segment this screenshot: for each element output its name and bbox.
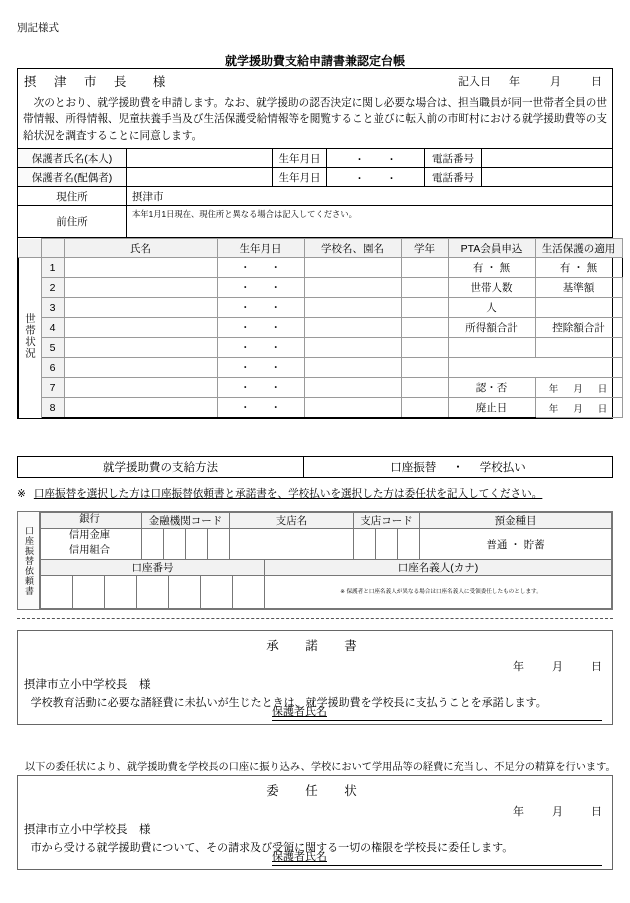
document-title: 就学援助費支給申請書兼認定台帳 (224, 54, 405, 68)
account-holder-note: ※ 保護者と口座名義人が異なる場合は口座名義人に受領委任したものとします。 (265, 576, 612, 609)
branch-name-input[interactable] (230, 529, 354, 560)
row-grade-7[interactable] (401, 378, 448, 398)
account-number-digit-3[interactable] (105, 576, 137, 609)
note-text: 口座振替を選択した方は口座振替依頼書と承諾書を、学校払いを選択した方は委任状を記入してください。 (33, 488, 543, 500)
deposit-type-header: 預金種目 (420, 513, 612, 529)
household-vertical-label-text: 世帯状況 (24, 313, 36, 360)
column-header-pta: PTA会員申込 (448, 239, 535, 258)
row-dob-1[interactable]: ・・ (217, 258, 304, 278)
account-table (40, 559, 612, 609)
row-dob-7[interactable]: ・・ (217, 378, 304, 398)
payment-method-note (17, 486, 617, 501)
bank-transfer-request-block (17, 511, 613, 610)
consent-statement-text: 次のとおり、就学援助費を申請します。なお、就学援助の認否決定に関し必要な場合は、担当職員が同一世帯者全員の世帯情報、所得情報、児童扶養手当及び生活保護受給情報等を閲覧すること並びに転入前の市町村における就学援助費等の支給状況を調査することに同意します。 (23, 97, 607, 142)
table-row (19, 398, 623, 418)
proxy-body: 市から受ける就学援助費について、その請求及び受領に関する一切の権限を学校長に委任します。 (30, 842, 514, 854)
row-grade-2[interactable] (401, 278, 448, 298)
bank-code-header: 金融機関コード (142, 513, 230, 529)
proxy-signature-line[interactable] (272, 848, 602, 866)
row-school-6[interactable] (304, 358, 401, 378)
guardian-primary-name-input[interactable] (127, 149, 273, 167)
row-dob-8[interactable]: ・・ (217, 398, 304, 418)
proxy-addressee: 摂津市立小中学校長 様 (24, 824, 151, 836)
standard-amount-label: 基準額 (535, 278, 622, 298)
acknowledgement-date-day: 日 (591, 661, 602, 673)
row-name-7[interactable] (64, 378, 217, 398)
acknowledgement-addressee: 摂津市立小中学校長 様 (24, 679, 151, 691)
table-row (19, 378, 623, 398)
guardian-primary-dob-label: 生年月日 (273, 149, 327, 167)
row-index-8: 8 (41, 398, 64, 418)
note-mark: ※ (17, 488, 26, 500)
row-dob-3[interactable]: ・・ (217, 298, 304, 318)
account-holder-header: 口座名義人(カナ) (265, 560, 612, 576)
proxy-date-day: 日 (591, 806, 602, 818)
cut-line-divider (17, 618, 613, 619)
deposit-type-options[interactable]: 普通 ・ 貯蓄 (420, 529, 612, 560)
row-index-2: 2 (41, 278, 64, 298)
bank-transfer-vertical-label (18, 512, 40, 609)
account-number-digit-2[interactable] (73, 576, 105, 609)
row-school-2[interactable] (304, 278, 401, 298)
column-header-dob: 生年月日 (217, 239, 304, 258)
row-index-1: 1 (41, 258, 64, 278)
bank-header-row (41, 513, 612, 529)
household-vertical-header-spacer (19, 239, 42, 258)
account-number-header: 口座番号 (41, 560, 265, 576)
acknowledgement-date-year: 年 (513, 661, 524, 673)
row-grade-8[interactable] (401, 398, 448, 418)
institution-type-bank[interactable]: 銀行 (41, 513, 142, 529)
acknowledgement-date-month: 月 (552, 661, 563, 673)
column-header-name: 氏名 (64, 239, 217, 258)
row-index-5: 5 (41, 338, 64, 358)
previous-address-note[interactable]: 本年1月1日現在、現住所と異なる場合は記入してください。 (132, 209, 357, 220)
guardian-row-spouse (18, 168, 612, 187)
entry-date-day[interactable]: 日 (591, 75, 602, 88)
row-dob-4[interactable]: ・・ (217, 318, 304, 338)
proxy-title: 委 任 状 (266, 784, 364, 798)
branch-code-header: 支店コード (354, 513, 420, 529)
branch-code-digit-1[interactable] (354, 529, 376, 560)
entry-date-year[interactable]: 年 (509, 75, 520, 88)
account-number-digit-6[interactable] (201, 576, 233, 609)
row-school-4[interactable] (304, 318, 401, 338)
previous-address-row (18, 206, 612, 238)
entry-date-month[interactable]: 月 (550, 75, 561, 88)
current-address-row (18, 187, 612, 206)
bank-code-digit-3[interactable] (186, 529, 208, 560)
row-pta-1[interactable]: 有 ・ 無 (448, 258, 535, 278)
proxy-date-year: 年 (513, 806, 524, 818)
table-row (19, 338, 623, 358)
row-index-6: 6 (41, 358, 64, 378)
row-grade-4[interactable] (401, 318, 448, 338)
proxy-date[interactable] (18, 803, 612, 819)
account-header-row (41, 560, 612, 576)
account-number-digit-5[interactable] (169, 576, 201, 609)
approval-date-day: 日 (597, 383, 609, 395)
addressee-label: 摂 津 市 長 様 (24, 74, 173, 89)
row-grade-1[interactable] (401, 258, 448, 278)
acknowledgement-box (17, 630, 613, 725)
proxy-date-month: 月 (552, 806, 563, 818)
guardian-spouse-name-input[interactable] (127, 168, 273, 186)
branch-code-digit-2[interactable] (376, 529, 398, 560)
guardian-spouse-dob-input[interactable]: ・・ (327, 168, 425, 186)
guardian-spouse-dob-label: 生年月日 (273, 168, 327, 186)
current-address-input[interactable]: 摂津市 (132, 190, 164, 203)
guardian-primary-dob-input[interactable]: ・・ (327, 149, 425, 167)
row-welfare-1[interactable]: 有 ・ 無 (535, 258, 622, 278)
guardian-row-primary (18, 149, 612, 168)
column-header-school: 学校名、園名 (304, 239, 401, 258)
row-grade-3[interactable] (401, 298, 448, 318)
row-name-5[interactable] (64, 338, 217, 358)
payment-option-bank-transfer[interactable]: 口座振替 (390, 462, 437, 474)
row-name-3[interactable] (64, 298, 217, 318)
row-grade-5[interactable] (401, 338, 448, 358)
office-use-blank[interactable] (448, 358, 622, 378)
household-size-value[interactable]: 人 (448, 298, 535, 318)
guardian-primary-tel-input[interactable] (482, 149, 612, 167)
bank-transfer-vertical-label-text: 口座振替依頼書 (24, 525, 34, 596)
row-school-5[interactable] (304, 338, 401, 358)
proxy-signature-label: 保護者氏名 (272, 851, 327, 863)
row-school-8[interactable] (304, 398, 401, 418)
row-name-8[interactable] (64, 398, 217, 418)
guardian-spouse-label: 保護者名(配偶者) (18, 168, 127, 186)
form-type-label: 別記様式 (17, 22, 59, 34)
application-block (17, 68, 616, 419)
table-row (19, 258, 623, 278)
table-row (19, 298, 623, 318)
addressee-row (18, 69, 612, 92)
termination-label[interactable]: 廃止日 (448, 398, 535, 418)
account-number-digit-4[interactable] (137, 576, 169, 609)
termination-date-month: 月 (573, 403, 584, 415)
bank-code-digit-1[interactable] (142, 529, 164, 560)
acknowledgement-date[interactable] (18, 658, 612, 674)
household-index-header (41, 239, 64, 258)
institution-type-shinkin[interactable]: 信用金庫 (41, 529, 142, 545)
income-total-value[interactable] (448, 338, 535, 358)
row-dob-6[interactable]: ・・ (217, 358, 304, 378)
bank-code-digit-2[interactable] (164, 529, 186, 560)
row-name-2[interactable] (64, 278, 217, 298)
acknowledgement-signature-line[interactable] (272, 703, 602, 721)
column-header-welfare: 生活保護の適用 (535, 239, 622, 258)
proxy-intro-text: 以下の委任状により、就学援助費を学校長の口座に振り込み、学校において学用品等の経費に充当し、不足分の精算を行います。 (25, 762, 616, 773)
acknowledgement-body: 学校教育活動に必要な諸経費に未払いが生じたときは、就学援助費を学校長に支払うことを承諾します。 (30, 697, 547, 709)
approval-date-year: 年 (548, 383, 560, 395)
deduction-total-label: 控除額合計 (535, 318, 622, 338)
payment-method-row (17, 456, 613, 478)
deduction-total-value[interactable] (535, 338, 622, 358)
household-header-row (19, 239, 623, 258)
branch-code-digit-3[interactable] (398, 529, 420, 560)
entry-date-label: 記入日 (458, 75, 491, 88)
termination-date-day: 日 (597, 403, 609, 415)
approval-date-month: 月 (573, 383, 584, 395)
termination-date[interactable] (535, 398, 622, 418)
row-grade-6[interactable] (401, 358, 448, 378)
household-vertical-label (19, 258, 42, 418)
account-number-digit-1[interactable] (41, 576, 73, 609)
row-dob-2[interactable]: ・・ (217, 278, 304, 298)
column-header-grade: 学年 (401, 239, 448, 258)
row-school-7[interactable] (304, 378, 401, 398)
row-index-7: 7 (41, 378, 64, 398)
acknowledgement-signature-label: 保護者氏名 (272, 706, 327, 718)
consent-statement (18, 92, 612, 149)
entry-date-field (458, 73, 606, 89)
household-table (18, 238, 623, 418)
payment-option-school-payment[interactable]: 学校払い (479, 462, 526, 474)
previous-address-label: 前住所 (18, 206, 127, 237)
account-number-digit-7[interactable] (233, 576, 265, 609)
row-index-3: 3 (41, 298, 64, 318)
guardian-spouse-tel-label: 電話番号 (425, 168, 482, 186)
bank-input-row (41, 529, 612, 545)
payment-method-options (304, 457, 612, 477)
proxy-box (17, 775, 613, 870)
approval-label[interactable]: 認・否 (448, 378, 535, 398)
institution-type-shinkumi[interactable]: 信用組合 (41, 544, 142, 560)
bank-details-table (40, 512, 612, 560)
branch-name-header: 支店名 (230, 513, 354, 529)
bank-code-digit-4[interactable] (208, 529, 230, 560)
payment-method-label: 就学援助費の支給方法 (18, 457, 304, 477)
table-row (19, 278, 623, 298)
row-school-3[interactable] (304, 298, 401, 318)
acknowledgement-title: 承 諾 書 (266, 639, 364, 653)
table-row (19, 358, 623, 378)
current-address-label: 現住所 (18, 187, 127, 205)
row-school-1[interactable] (304, 258, 401, 278)
household-size-label: 世帯人数 (448, 278, 535, 298)
row-name-1[interactable] (64, 258, 217, 278)
row-dob-5[interactable]: ・・ (217, 338, 304, 358)
approval-date[interactable] (535, 378, 622, 398)
guardian-primary-label: 保護者氏名(本人) (18, 149, 127, 167)
guardian-spouse-tel-input[interactable] (482, 168, 612, 186)
row-index-4: 4 (41, 318, 64, 338)
income-total-label: 所得額合計 (448, 318, 535, 338)
guardian-primary-tel-label: 電話番号 (425, 149, 482, 167)
table-row (19, 318, 623, 338)
payment-option-separator: ・ (452, 462, 464, 474)
termination-date-year: 年 (548, 403, 560, 415)
standard-amount-value[interactable] (535, 298, 622, 318)
row-name-6[interactable] (64, 358, 217, 378)
account-input-row (41, 576, 612, 609)
row-name-4[interactable] (64, 318, 217, 338)
